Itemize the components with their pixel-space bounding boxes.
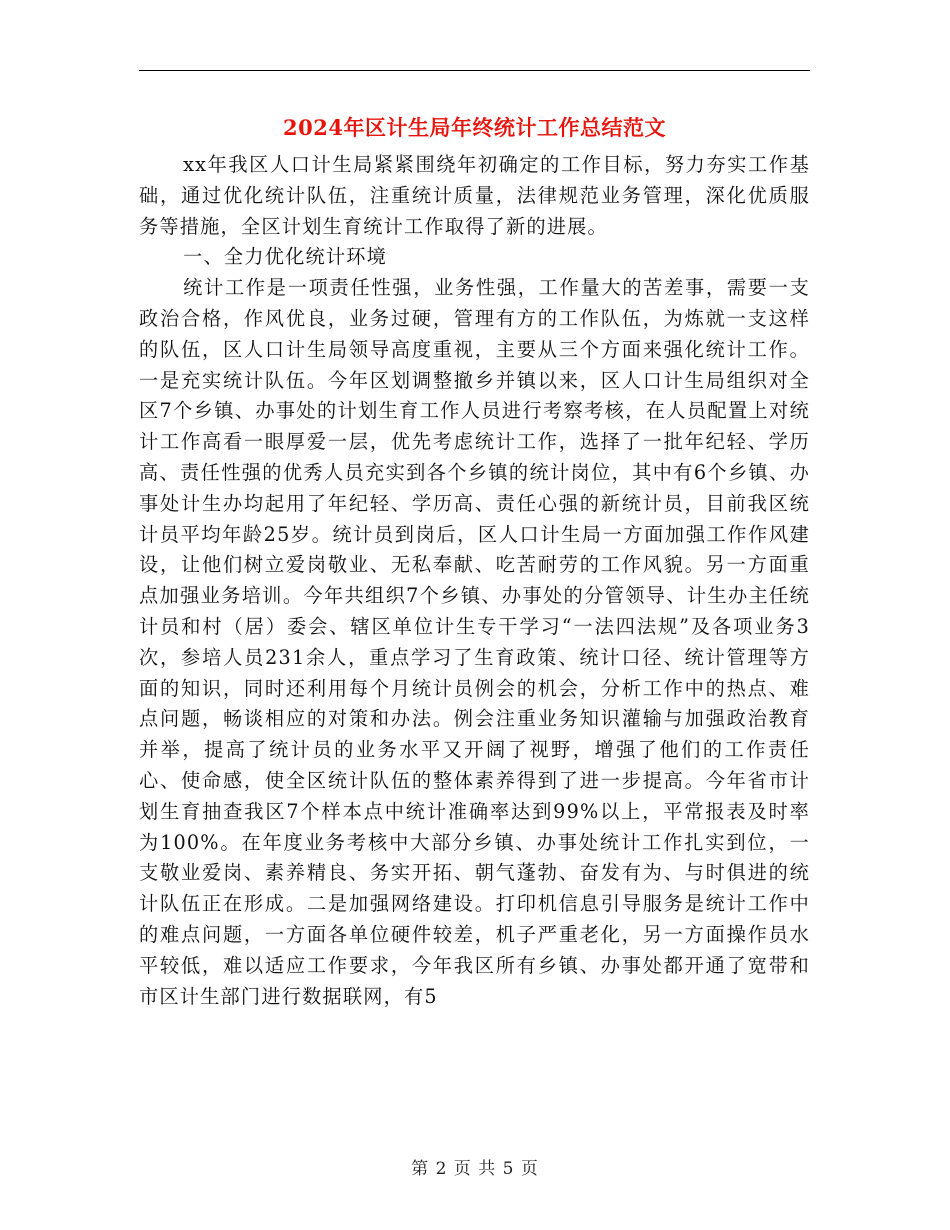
header-rule (139, 70, 810, 71)
page-number: 第 2 页 共 5 页 (411, 1159, 539, 1179)
section-heading: 一、全力优化统计环境 (183, 245, 388, 269)
document-title: 2024年区计生局年终统计工作总结范文 (283, 115, 666, 140)
body-paragraph: 统计工作是一项责任性强，业务性强，工作量大的苦差事，需要一支政治合格，作风优良，业务过硬，管理有方的工作队伍，为炼就一支这样的队伍，区人口计生局领导高度重视，主要从三个方面来强化统计工作。一是充实统计队伍。今年区划调整撤乡并镇以来，区人口计生局组织对全区7个乡镇、办事处的计划生育工作人员进行考察考核，在人员配置上对统计工作高看一眼厚爱一层，优先考虑统计工作，选择了一批年纪轻、学历高、责任性强的优秀人员充实到各个乡镇的统计岗位，其中有6个乡镇、办事处计生办均起用了年纪轻、学历高、责任心强的新统计员，目前我区统计员平均年龄25岁。统计员到岗后，区人口计生局一方面加强工作作风建设，让他们树立爱岗敬业、无私奉献、吃苦耐劳的工作风貌。另一方面重点加强业务培训。今年共组织7个乡镇、办事处的分管领导、计生办主任统计员和村（居）委会、辖区单位计生专干学习“一法四法规”及各项业务3次，参培人员231余人，重点学习了生育政策、统计口径、统计管理等方面的知识，同时还利用每个月统计员例会的机会，分析工作中的热点、难点问题，畅谈相应的对策和办法。例会注重业务知识灌输与加强政治教育并举，提高了统计员的业务水平又开阔了视野，增强了他们的工作责任心、使命感，使全区统计队伍的整体素养得到了进一步提高。今年省市计划生育抽查我区7个样本点中统计准确率达到99%以上，平常报表及时率为100%。在年度业务考核中大部分乡镇、办事处统计工作扎实到位，一支敬业爱岗、素养精良、务实开拓、朝气蓬勃、奋发有为、与时俱进的统计队伍正在形成。二是加强网络建设。打印机信息引导服务是统计工作中的难点问题，一方面各单位硬件较差，机子严重老化，另一方面操作员水平较低，难以适应工作要求，今年我区所有乡镇、办事处都开通了宽带和市区计生部门进行数据联网，有5 (139, 276, 810, 1008)
document-body (139, 150, 810, 1012)
intro-paragraph: xx年我区人口计生局紧紧围绕年初确定的工作目标，努力夯实工作基础，通过优化统计队伍，注重统计质量，法律规范业务管理，深化优质服务等措施，全区计划生育统计工作取得了新的进展。 (139, 153, 810, 238)
